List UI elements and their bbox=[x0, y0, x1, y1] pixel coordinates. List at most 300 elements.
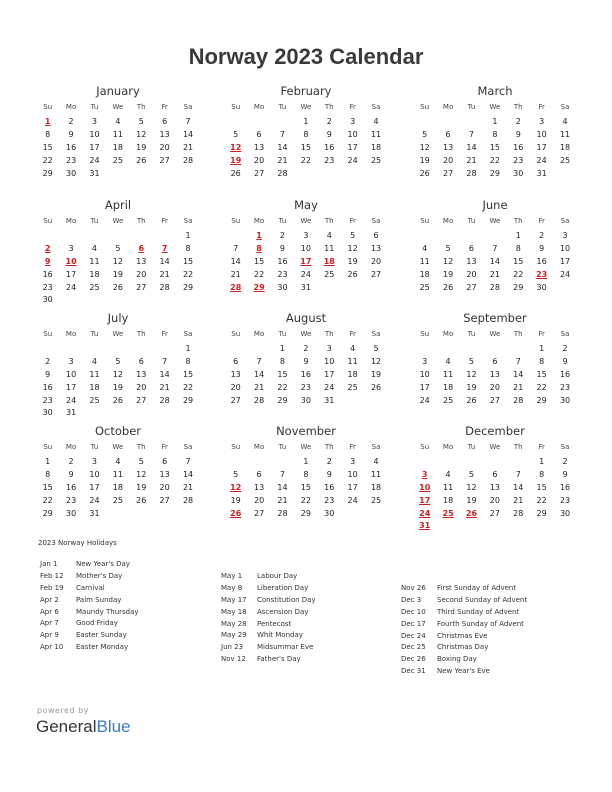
day-cell: 8 bbox=[539, 356, 545, 366]
weekday-label: Fr bbox=[161, 217, 168, 225]
holiday-date: Apr 2 bbox=[40, 595, 59, 604]
day-cell: 12 bbox=[466, 369, 477, 379]
day-cell: 6 bbox=[162, 117, 168, 126]
day-cell: 9 bbox=[515, 129, 521, 139]
day-cell: 13 bbox=[230, 369, 241, 379]
day-cell: 24 bbox=[65, 395, 77, 405]
day-cell: 5 bbox=[233, 469, 239, 479]
holiday-day-cell: 12 bbox=[230, 482, 242, 492]
weekday-label: Tu bbox=[467, 217, 476, 225]
day-cell: 4 bbox=[115, 457, 121, 466]
day-cell: 28 bbox=[182, 495, 194, 505]
day-cell: 22 bbox=[42, 155, 53, 165]
weekday-label: Su bbox=[420, 330, 430, 338]
empty-cell bbox=[247, 456, 270, 469]
weekday-label: Su bbox=[43, 217, 53, 225]
day-cell: 8 bbox=[45, 129, 51, 139]
day-cell: 11 bbox=[370, 129, 382, 139]
weekday-label: Fr bbox=[161, 330, 168, 338]
day-cell: 5 bbox=[422, 129, 428, 139]
day-cell: 16 bbox=[300, 369, 311, 379]
weekday-label: Tu bbox=[278, 217, 287, 225]
holiday-row bbox=[221, 583, 401, 595]
day-cell: 24 bbox=[347, 495, 358, 505]
day-cell: 16 bbox=[324, 142, 335, 152]
holiday-date: Dec 24 bbox=[401, 631, 426, 640]
day-cell: 6 bbox=[492, 469, 498, 479]
day-cell: 11 bbox=[559, 129, 571, 139]
day-cell: 23 bbox=[300, 382, 311, 392]
day-cell: 29 bbox=[277, 395, 288, 405]
month-march bbox=[413, 84, 577, 180]
holiday-date: Nov 12 bbox=[221, 655, 246, 664]
month-name: January bbox=[96, 84, 140, 98]
day-cell: 7 bbox=[515, 469, 521, 479]
weekday-label: We bbox=[112, 443, 124, 451]
day-cell: 18 bbox=[370, 142, 382, 152]
day-grid bbox=[36, 230, 200, 307]
day-cell: 17 bbox=[347, 142, 358, 152]
empty-cell bbox=[413, 343, 436, 356]
day-cell: 1 bbox=[515, 231, 521, 240]
day-cell: 10 bbox=[347, 469, 358, 479]
day-cell: 21 bbox=[277, 495, 288, 505]
month-october bbox=[36, 424, 200, 520]
day-cell: 14 bbox=[230, 256, 241, 266]
day-cell: 6 bbox=[256, 469, 262, 479]
weekday-label: Su bbox=[43, 443, 53, 451]
weekday-header bbox=[36, 329, 200, 340]
holiday-row bbox=[401, 666, 581, 678]
day-cell: 28 bbox=[159, 282, 170, 292]
day-cell: 7 bbox=[279, 469, 286, 479]
day-cell: 2 bbox=[303, 344, 309, 353]
day-cell: 26 bbox=[136, 495, 147, 505]
day-cell: 8 bbox=[279, 356, 286, 366]
day-cell: 28 bbox=[513, 395, 524, 405]
month-january bbox=[36, 84, 200, 180]
empty-cell bbox=[460, 456, 483, 469]
day-cell: 16 bbox=[42, 269, 53, 279]
holiday-date: Dec 17 bbox=[401, 619, 426, 628]
day-cell: 5 bbox=[138, 457, 144, 466]
day-cell: 17 bbox=[347, 482, 358, 492]
weekday-label: Su bbox=[43, 330, 53, 338]
day-grid bbox=[413, 343, 577, 407]
day-cell: 3 bbox=[326, 344, 332, 353]
holiday-name: Whit Monday bbox=[257, 631, 303, 640]
day-cell: 27 bbox=[370, 269, 382, 279]
empty-cell bbox=[83, 230, 106, 243]
day-cell: 9 bbox=[539, 243, 545, 253]
day-cell: 2 bbox=[326, 457, 332, 466]
day-cell: 4 bbox=[422, 243, 428, 253]
weekday-label: Tu bbox=[90, 443, 99, 451]
day-cell: 5 bbox=[468, 469, 475, 479]
holiday-day-cell: 6 bbox=[138, 243, 145, 253]
day-cell: 16 bbox=[513, 142, 524, 152]
weekday-label: Th bbox=[136, 217, 146, 225]
generalblue-logo bbox=[36, 717, 131, 737]
day-grid bbox=[224, 343, 388, 407]
day-cell: 24 bbox=[324, 382, 335, 392]
holiday-name: New Year's Eve bbox=[437, 667, 490, 676]
empty-cell bbox=[507, 343, 530, 356]
day-cell: 16 bbox=[65, 482, 77, 492]
day-cell: 3 bbox=[562, 231, 568, 240]
day-cell: 4 bbox=[445, 356, 451, 366]
day-cell: 5 bbox=[468, 356, 475, 366]
weekday-label: We bbox=[489, 103, 501, 111]
weekday-label: Tu bbox=[467, 443, 476, 451]
day-cell: 7 bbox=[162, 356, 168, 366]
weekday-label: Th bbox=[324, 443, 334, 451]
holiday-date: Nov 26 bbox=[401, 584, 426, 592]
day-cell: 21 bbox=[513, 382, 524, 392]
day-cell: 5 bbox=[233, 129, 239, 139]
day-cell: 12 bbox=[112, 369, 123, 379]
day-cell: 25 bbox=[442, 395, 454, 405]
day-grid bbox=[224, 456, 388, 520]
day-grid bbox=[413, 230, 577, 294]
holiday-name: Liberation Day bbox=[257, 583, 309, 592]
day-cell: 10 bbox=[300, 243, 311, 253]
day-cell: 3 bbox=[303, 231, 309, 240]
day-cell: 23 bbox=[513, 155, 524, 165]
empty-cell bbox=[59, 230, 82, 243]
day-cell: 27 bbox=[230, 395, 241, 405]
day-cell: 22 bbox=[300, 495, 311, 505]
day-cell: 7 bbox=[279, 129, 286, 139]
holiday-name: Third Sunday of Advent bbox=[437, 607, 520, 616]
day-cell: 15 bbox=[300, 482, 311, 492]
day-cell: 22 bbox=[536, 382, 547, 392]
day-cell: 20 bbox=[253, 155, 265, 165]
day-cell: 2 bbox=[68, 117, 74, 126]
day-cell: 7 bbox=[185, 457, 191, 466]
day-cell: 10 bbox=[419, 369, 430, 379]
month-december bbox=[413, 424, 577, 533]
weekday-label: Mo bbox=[442, 217, 454, 225]
day-cell: 13 bbox=[489, 369, 500, 379]
day-grid bbox=[36, 456, 200, 520]
empty-cell bbox=[224, 456, 247, 469]
weekday-label: Mo bbox=[442, 443, 454, 451]
weekday-label: Sa bbox=[371, 330, 381, 338]
day-cell: 20 bbox=[442, 155, 454, 165]
holiday-column bbox=[401, 583, 581, 678]
holiday-day-cell: 26 bbox=[465, 508, 478, 518]
day-cell: 22 bbox=[253, 269, 265, 279]
month-name: April bbox=[104, 198, 132, 212]
day-cell: 15 bbox=[42, 142, 53, 152]
day-cell: 13 bbox=[442, 142, 454, 152]
day-cell: 10 bbox=[89, 469, 100, 479]
holiday-day-cell: 23 bbox=[536, 269, 548, 279]
day-cell: 22 bbox=[182, 269, 194, 279]
holiday-name: Good Friday bbox=[76, 619, 118, 628]
weekday-label: Tu bbox=[278, 443, 287, 451]
day-cell: 29 bbox=[182, 282, 194, 292]
day-cell: 6 bbox=[445, 129, 451, 139]
day-cell: 27 bbox=[489, 395, 500, 405]
day-cell: 13 bbox=[136, 369, 147, 379]
weekday-label: Fr bbox=[349, 217, 356, 225]
weekday-label: Su bbox=[231, 330, 241, 338]
day-cell: 13 bbox=[253, 142, 265, 152]
day-cell: 11 bbox=[112, 469, 123, 479]
holiday-day-cell: 1 bbox=[44, 117, 51, 126]
holiday-name: Labour Day bbox=[257, 572, 298, 580]
day-cell: 27 bbox=[442, 168, 454, 178]
day-cell: 18 bbox=[370, 482, 382, 492]
day-cell: 14 bbox=[466, 142, 477, 152]
day-cell: 29 bbox=[42, 508, 53, 518]
holiday-day-cell: 18 bbox=[323, 256, 335, 266]
weekday-label: Su bbox=[231, 217, 241, 225]
day-cell: 23 bbox=[65, 155, 77, 165]
day-cell: 20 bbox=[253, 495, 265, 505]
holiday-row bbox=[40, 607, 220, 619]
weekday-header bbox=[413, 102, 577, 113]
holiday-row bbox=[40, 583, 220, 595]
day-cell: 22 bbox=[489, 155, 500, 165]
day-cell: 12 bbox=[136, 469, 147, 479]
day-cell: 20 bbox=[489, 495, 500, 505]
day-cell: 18 bbox=[419, 269, 430, 279]
day-cell: 1 bbox=[539, 344, 545, 353]
month-name: September bbox=[463, 311, 527, 325]
day-cell: 23 bbox=[42, 282, 53, 292]
day-cell: 8 bbox=[303, 129, 309, 139]
day-cell: 22 bbox=[277, 382, 288, 392]
holiday-name: Easter Sunday bbox=[76, 631, 127, 640]
holiday-name: First Sunday of Advent bbox=[437, 584, 517, 592]
day-cell: 27 bbox=[159, 155, 170, 165]
day-cell: 24 bbox=[300, 269, 311, 279]
day-cell: 21 bbox=[489, 269, 500, 279]
holiday-name: Fourth Sunday of Advent bbox=[437, 619, 524, 628]
day-cell: 6 bbox=[492, 356, 498, 366]
weekday-label: We bbox=[300, 217, 312, 225]
empty-cell bbox=[413, 456, 436, 469]
holiday-day-cell: 1 bbox=[256, 231, 262, 240]
day-cell: 9 bbox=[303, 356, 309, 366]
day-cell: 20 bbox=[159, 142, 170, 152]
day-cell: 20 bbox=[230, 382, 241, 392]
weekday-label: We bbox=[489, 330, 501, 338]
day-cell: 4 bbox=[115, 117, 121, 126]
day-cell: 17 bbox=[324, 369, 335, 379]
day-cell: 13 bbox=[489, 482, 500, 492]
day-cell: 12 bbox=[136, 129, 147, 139]
holiday-name: Constitution Day bbox=[257, 595, 316, 604]
weekday-label: Su bbox=[43, 103, 53, 111]
day-cell: 13 bbox=[253, 482, 265, 492]
empty-cell bbox=[36, 230, 59, 243]
day-cell: 4 bbox=[326, 231, 332, 240]
day-cell: 12 bbox=[442, 256, 454, 266]
weekday-header bbox=[36, 102, 200, 113]
day-cell: 21 bbox=[230, 269, 241, 279]
holiday-date: May 28 bbox=[221, 619, 247, 628]
day-cell: 25 bbox=[370, 495, 382, 505]
day-cell: 28 bbox=[277, 168, 288, 178]
weekday-label: Sa bbox=[560, 103, 570, 111]
day-cell: 28 bbox=[489, 282, 500, 292]
weekday-label: Tu bbox=[278, 103, 287, 111]
day-cell: 8 bbox=[492, 129, 498, 139]
day-cell: 30 bbox=[65, 168, 77, 178]
day-cell: 19 bbox=[112, 382, 123, 392]
day-cell: 17 bbox=[559, 256, 571, 266]
day-cell: 31 bbox=[324, 395, 335, 405]
empty-cell bbox=[247, 343, 270, 356]
day-cell: 4 bbox=[350, 344, 356, 353]
weekday-label: Tu bbox=[467, 330, 476, 338]
weekday-label: Sa bbox=[560, 443, 570, 451]
day-cell: 30 bbox=[300, 395, 311, 405]
day-cell: 14 bbox=[182, 469, 194, 479]
holiday-date: Jan 1 bbox=[40, 560, 58, 568]
day-cell: 4 bbox=[91, 356, 98, 366]
day-cell: 31 bbox=[536, 168, 547, 178]
day-cell: 21 bbox=[277, 155, 288, 165]
holiday-date: Dec 3 bbox=[401, 595, 422, 604]
day-cell: 15 bbox=[536, 369, 547, 379]
day-cell: 15 bbox=[489, 142, 500, 152]
day-cell: 17 bbox=[419, 382, 430, 392]
day-cell: 4 bbox=[91, 243, 98, 253]
day-cell: 25 bbox=[324, 269, 335, 279]
day-cell: 31 bbox=[89, 168, 100, 178]
day-cell: 11 bbox=[89, 256, 100, 266]
day-cell: 27 bbox=[253, 508, 265, 518]
day-cell: 10 bbox=[559, 243, 571, 253]
day-cell: 6 bbox=[138, 356, 144, 366]
day-cell: 26 bbox=[136, 155, 147, 165]
day-cell: 12 bbox=[347, 243, 358, 253]
day-cell: 17 bbox=[536, 142, 547, 152]
holiday-row bbox=[221, 571, 401, 583]
day-cell: 19 bbox=[112, 269, 123, 279]
day-cell: 21 bbox=[466, 155, 477, 165]
day-cell: 31 bbox=[89, 508, 100, 518]
holiday-row bbox=[40, 559, 220, 571]
empty-cell bbox=[224, 116, 247, 129]
empty-cell bbox=[106, 230, 129, 243]
holiday-day-cell: 2 bbox=[44, 243, 51, 253]
day-cell: 8 bbox=[45, 469, 51, 479]
day-cell: 8 bbox=[185, 356, 191, 366]
day-cell: 26 bbox=[347, 269, 358, 279]
day-cell: 24 bbox=[536, 155, 547, 165]
day-cell: 21 bbox=[159, 269, 170, 279]
day-cell: 18 bbox=[89, 269, 100, 279]
weekday-header bbox=[224, 216, 388, 227]
day-cell: 28 bbox=[182, 155, 194, 165]
day-cell: 22 bbox=[300, 155, 311, 165]
day-cell: 6 bbox=[162, 457, 168, 466]
day-cell: 26 bbox=[419, 168, 430, 178]
holiday-day-cell: 9 bbox=[44, 256, 51, 266]
empty-cell bbox=[460, 230, 483, 243]
empty-cell bbox=[130, 343, 153, 356]
weekday-label: Su bbox=[231, 443, 241, 451]
day-cell: 15 bbox=[536, 482, 547, 492]
holiday-row bbox=[221, 595, 401, 607]
day-cell: 22 bbox=[536, 495, 547, 505]
weekday-label: Th bbox=[513, 443, 523, 451]
day-cell: 13 bbox=[370, 243, 382, 253]
day-cell: 9 bbox=[326, 469, 332, 479]
day-cell: 27 bbox=[489, 508, 500, 518]
day-cell: 18 bbox=[442, 495, 454, 505]
day-cell: 1 bbox=[539, 457, 545, 466]
holiday-name: Carnival bbox=[76, 583, 105, 592]
day-cell: 18 bbox=[89, 382, 100, 392]
holiday-row bbox=[40, 571, 220, 583]
holiday-day-cell: 26 bbox=[230, 508, 242, 518]
day-cell: 11 bbox=[112, 129, 123, 139]
day-cell: 1 bbox=[279, 344, 286, 353]
day-cell: 27 bbox=[136, 395, 147, 405]
day-cell: 14 bbox=[489, 256, 500, 266]
holiday-name: Father's Day bbox=[257, 655, 301, 664]
weekday-label: Fr bbox=[161, 103, 168, 111]
day-cell: 4 bbox=[373, 117, 379, 126]
day-cell: 13 bbox=[159, 129, 170, 139]
weekday-label: Th bbox=[324, 103, 334, 111]
holiday-date: Dec 10 bbox=[401, 607, 426, 616]
day-cell: 17 bbox=[89, 482, 100, 492]
empty-cell bbox=[36, 343, 59, 356]
holiday-row bbox=[401, 595, 581, 607]
day-cell: 16 bbox=[559, 369, 571, 379]
empty-cell bbox=[59, 343, 82, 356]
holiday-date: May 18 bbox=[221, 607, 247, 616]
day-cell: 25 bbox=[559, 155, 571, 165]
day-cell: 26 bbox=[230, 168, 241, 178]
weekday-label: Sa bbox=[371, 443, 381, 451]
day-cell: 6 bbox=[256, 129, 262, 139]
weekday-label: Tu bbox=[90, 217, 99, 225]
day-cell: 16 bbox=[277, 256, 288, 266]
day-cell: 9 bbox=[562, 469, 568, 479]
weekday-label: Su bbox=[231, 103, 241, 111]
holiday-day-cell: 12 bbox=[230, 142, 242, 152]
day-cell: 15 bbox=[277, 369, 288, 379]
month-name: July bbox=[107, 311, 129, 325]
day-cell: 19 bbox=[230, 495, 241, 505]
day-cell: 29 bbox=[513, 282, 524, 292]
day-cell: 14 bbox=[159, 369, 170, 379]
holiday-row bbox=[40, 618, 220, 630]
weekday-label: Th bbox=[324, 217, 334, 225]
day-cell: 27 bbox=[136, 282, 147, 292]
month-february bbox=[224, 84, 388, 180]
holiday-name: Palm Sunday bbox=[76, 595, 122, 604]
day-cell: 18 bbox=[112, 142, 123, 152]
empty-cell bbox=[436, 456, 459, 469]
day-cell: 24 bbox=[89, 495, 100, 505]
day-cell: 9 bbox=[562, 356, 568, 366]
day-cell: 11 bbox=[370, 469, 382, 479]
day-cell: 8 bbox=[515, 243, 521, 253]
day-cell: 2 bbox=[279, 231, 286, 240]
holiday-column bbox=[221, 571, 401, 666]
weekday-label: Mo bbox=[65, 103, 77, 111]
